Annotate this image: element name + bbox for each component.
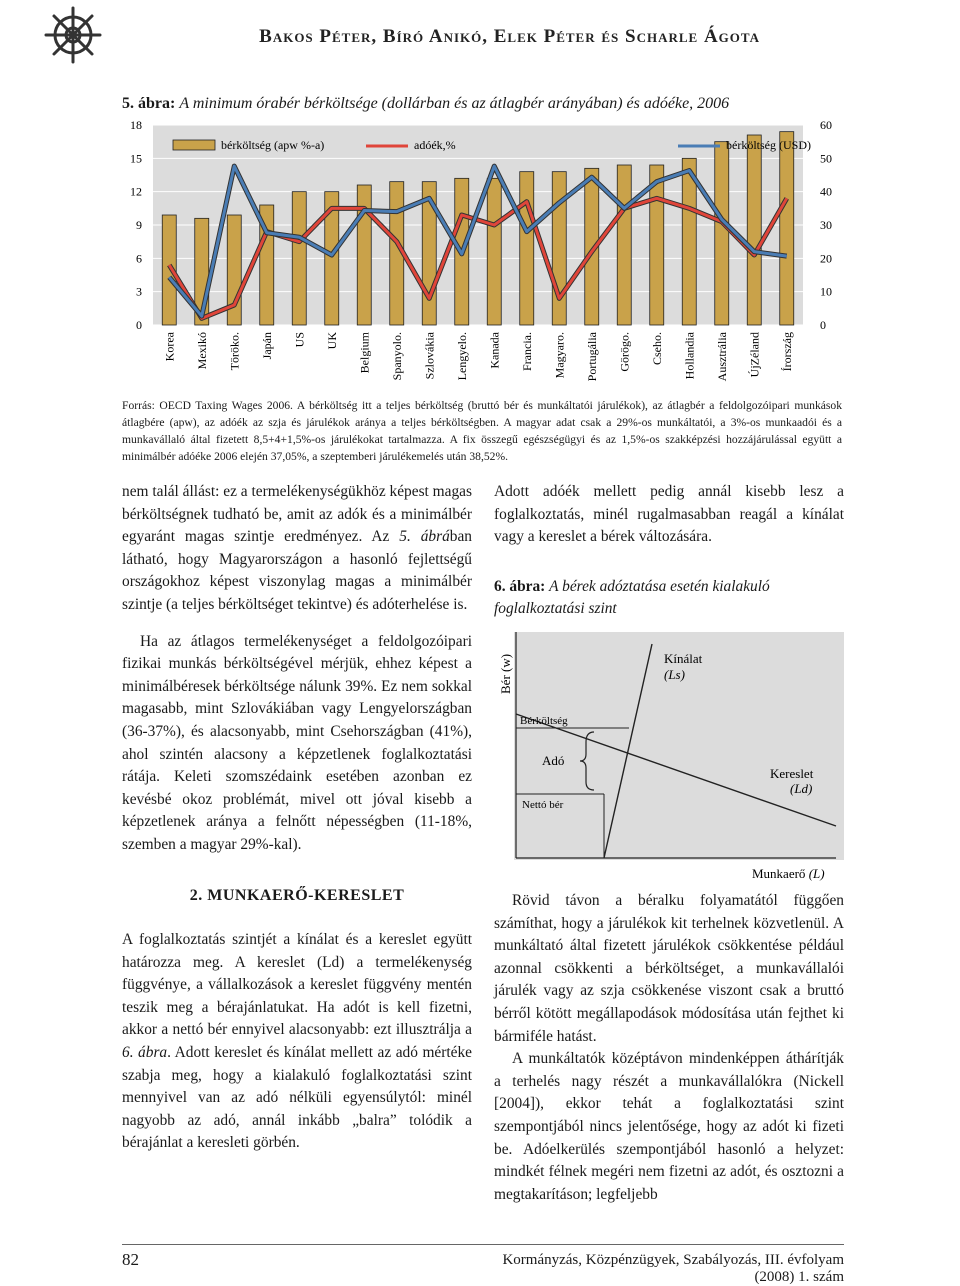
label-cost: Bérköltség [520,715,568,727]
figure6-reference: 6. ábra [122,1044,168,1062]
category-labels [162,331,794,381]
figure5-source-note: Forrás: OECD Taxing Wages 2006. A bérköltség itt a teljes bérköltség (bruttó bér és munkáltatói járulékok), az átlagbér a feldolgozóipari munkások átlagbére (apw), az adóék az szja és járulékok aránya a teljes bérköltségben. A magyar adat csak a 29%-os munkáltatói, a 3%-os munkaadói és a munkavállaló által fizetett 8,5+4+1,5%-os járulékokat tartalmazza. A fix összegű egészségügyi és az 1,5%-os szakképzési hozzájárulással együtt a minimálbér adóéke 2006 elején 37,05%, a szeptemberi járulékemelés után 38,52%. [122,399,842,463]
category-label: ÚjZéland [747,332,762,378]
legend-label: bérköltség (apw %-a) [221,138,325,152]
bar [650,165,664,325]
category-label: Kanada [487,332,502,369]
page-number: 82 [122,1250,139,1269]
demand-symbol: (Ld) [790,781,813,796]
right-tick-label: 50 [820,151,832,166]
right-axis-ticks [820,120,832,332]
figure6-caption [494,576,844,620]
figure5-label: 5. ábra: [122,95,176,112]
left-tick-label: 3 [136,284,142,299]
category-label: Törökо. [227,332,242,371]
right-paragraph-1: Adott adóék mellett pedig annál kisebb lesz a foglalkoztatás, minél rugalmasabban reagál a kínálat vagy a kereslet a bérek változására. [494,483,844,546]
category-label: Cseho. [649,332,664,365]
left-paragraph-2: Ha az átlagos termelékenységet a feldolgozóipari fizikai munkás bérköltségével mérjük, ehhez képest a minimálbéresek bérköltsége nálunk 39%. Ez nem sokkal magasabb, mint Szlovákiában vagy Lengyelországban (36-37%), és alacsonyabb, mint Csehországban (41%), ahol szintén alacsony a képzetlenek foglalkoztatási rátája. Keleti szomszédaink esetében azonban ez kevésbé okoz problémát, mivel ott jóval kisebb a képzetlenek aránya a felnőtt népességben (11-18%, szemben a magyar 29%-kal). [122,632,472,853]
category-label: Írország [779,332,794,372]
y-axis-label: Bér (w) [498,653,513,694]
right-column-bottom [494,890,844,1206]
journal-footer: Kormányzás, Közpénzügyek, Szabályozás, III. évfolyam (2008) 1. szám [502,1252,844,1285]
legend-swatch-bar [173,140,215,150]
category-label: Hollandia [682,332,697,380]
bar [715,142,729,325]
right-tick-label: 40 [820,184,832,199]
bar [780,132,794,325]
category-label: Szlovákia [422,332,437,380]
category-label: Korea [162,332,177,362]
left-tick-label: 9 [136,218,142,232]
bar [747,135,761,325]
figure5-chart [118,120,843,390]
category-label: Lengyelo. [454,332,469,381]
category-label: US [292,332,307,348]
figure5-reference: 5. ábrá [399,528,450,546]
label-tax: Adó [542,753,565,768]
supply-symbol: (Ls) [664,667,685,682]
figure6-title: A bérek adóztatása esetén kialakuló foglalkoztatási szint [494,578,770,617]
category-label: Mexikó [194,332,209,370]
right-tick-label: 0 [820,318,826,332]
right-column-top [494,481,844,549]
legend-label: adóék,% [414,138,456,152]
right-tick-label: 60 [820,120,832,132]
label-net-wage: Nettó bér [522,799,564,811]
left-column [122,481,472,1155]
left-tick-label: 12 [130,184,142,199]
category-label: Francia. [519,332,534,371]
left-paragraph-3: A foglalkoztatás szintjét a kínálat és a kereslet együtt határozza meg. A kereslet (Ld) a termelékenység függvénye, a vállalkozások a kereslet függvény mentén teszik meg a bérajánlatukat. Ha adót is kell fizetni, akkor a nettó bér ennyivel alacsonyabb: ezt illusztrálja a 6. ábra. Adott kereslet és kínálat mellett az adó mértéke szabja meg, hogy a kialakuló foglalkoztatási szint mennyivel van az adó nélküli egyensúlytól: minél nagyobb az adó, annál inkább „balra” tolódik a bérajánlat a keresleti görbén. [122,931,473,1152]
section-heading: 2. MUNKAERŐ-KERESLET [189,886,405,904]
right-tick-label: 10 [820,284,832,299]
bar [520,172,534,325]
left-tick-label: 0 [136,318,142,332]
journal-logo-helm-icon [42,4,104,66]
left-tick-label: 15 [130,151,142,166]
figure5-caption [122,95,842,113]
category-label: Görögо. [617,332,632,372]
x-axis-label: Munkaerő (L) [752,866,825,881]
category-label: Japán [259,332,274,360]
figure5-title: A minimum órabér bérköltsége (dollárban és az átlagbér arányában) és adóéke, 2006 [179,95,730,112]
bar [552,172,566,325]
running-header-authors: Bakos Péter, Bíró Anikó, Elek Péter és Scharle Ágota [259,26,760,47]
figure6-label: 6. ábra: [494,578,546,595]
category-label: Magyaro. [552,332,567,379]
left-tick-label: 6 [136,251,142,266]
left-paragraph-1: nem talál állást: ez a termelékenységükhöz képest magas bérköltségnek tudható be, amit az adók és a minimálbér egyaránt magas szintje eredményez. Az 5. ábrában látható, hogy Magyarországon a hasonló fejlettségű országokhoz képest viszonylag magas a minimálbér szintje (a teljes bérköltséget tekintve) és adóterhelése is. [122,483,472,613]
bar [682,158,696,325]
bar [617,165,631,325]
left-tick-label: 18 [130,120,142,132]
bar [487,178,501,325]
right-paragraph-2: Rövid távon a béralku folyamatától függően számíthat, hogy a járulékok kit terhelnek közvetlenül. A munkáltató által fizetett járulékok csökkentése például azonnal csökkenti a bérköltséget, a munkavállalói járulék vagy az szja csökkenése viszont csak a bruttó bérről kötött megállapodások módosítása után fejthet ki bármiféle hatást. [494,892,844,1045]
legend-label: bérköltség (USD) [726,138,811,152]
right-tick-label: 30 [820,218,832,232]
footer-rule [122,1244,844,1245]
category-label: Spanyolo. [389,332,404,381]
supply-label: Kínálat [664,651,703,666]
demand-label: Kereslet [770,766,814,781]
left-axis-ticks [130,120,142,332]
category-label: UK [324,332,339,350]
right-tick-label: 20 [820,251,832,266]
bar [292,192,306,325]
category-label: Ausztrália [714,332,729,382]
category-label: Portugália [584,332,599,382]
right-paragraph-3: A munkáltatók középtávon mindenképpen áthárítják a terhelés nagy részét a munkavállalókra (Nickell [2004]), ekkor tehát a foglalkoztatási szint szempontjából nincs jelentősége, hogy az adót ki fizeti be. Adóelkerülés szempontjából hasonló a helyzet: mindkét félnek megéri nem fizetni az adót, és osztozni a megtakarításon; legfeljebb [494,1050,844,1203]
category-label: Belgium [357,332,372,374]
figure6-diagram [494,632,844,882]
